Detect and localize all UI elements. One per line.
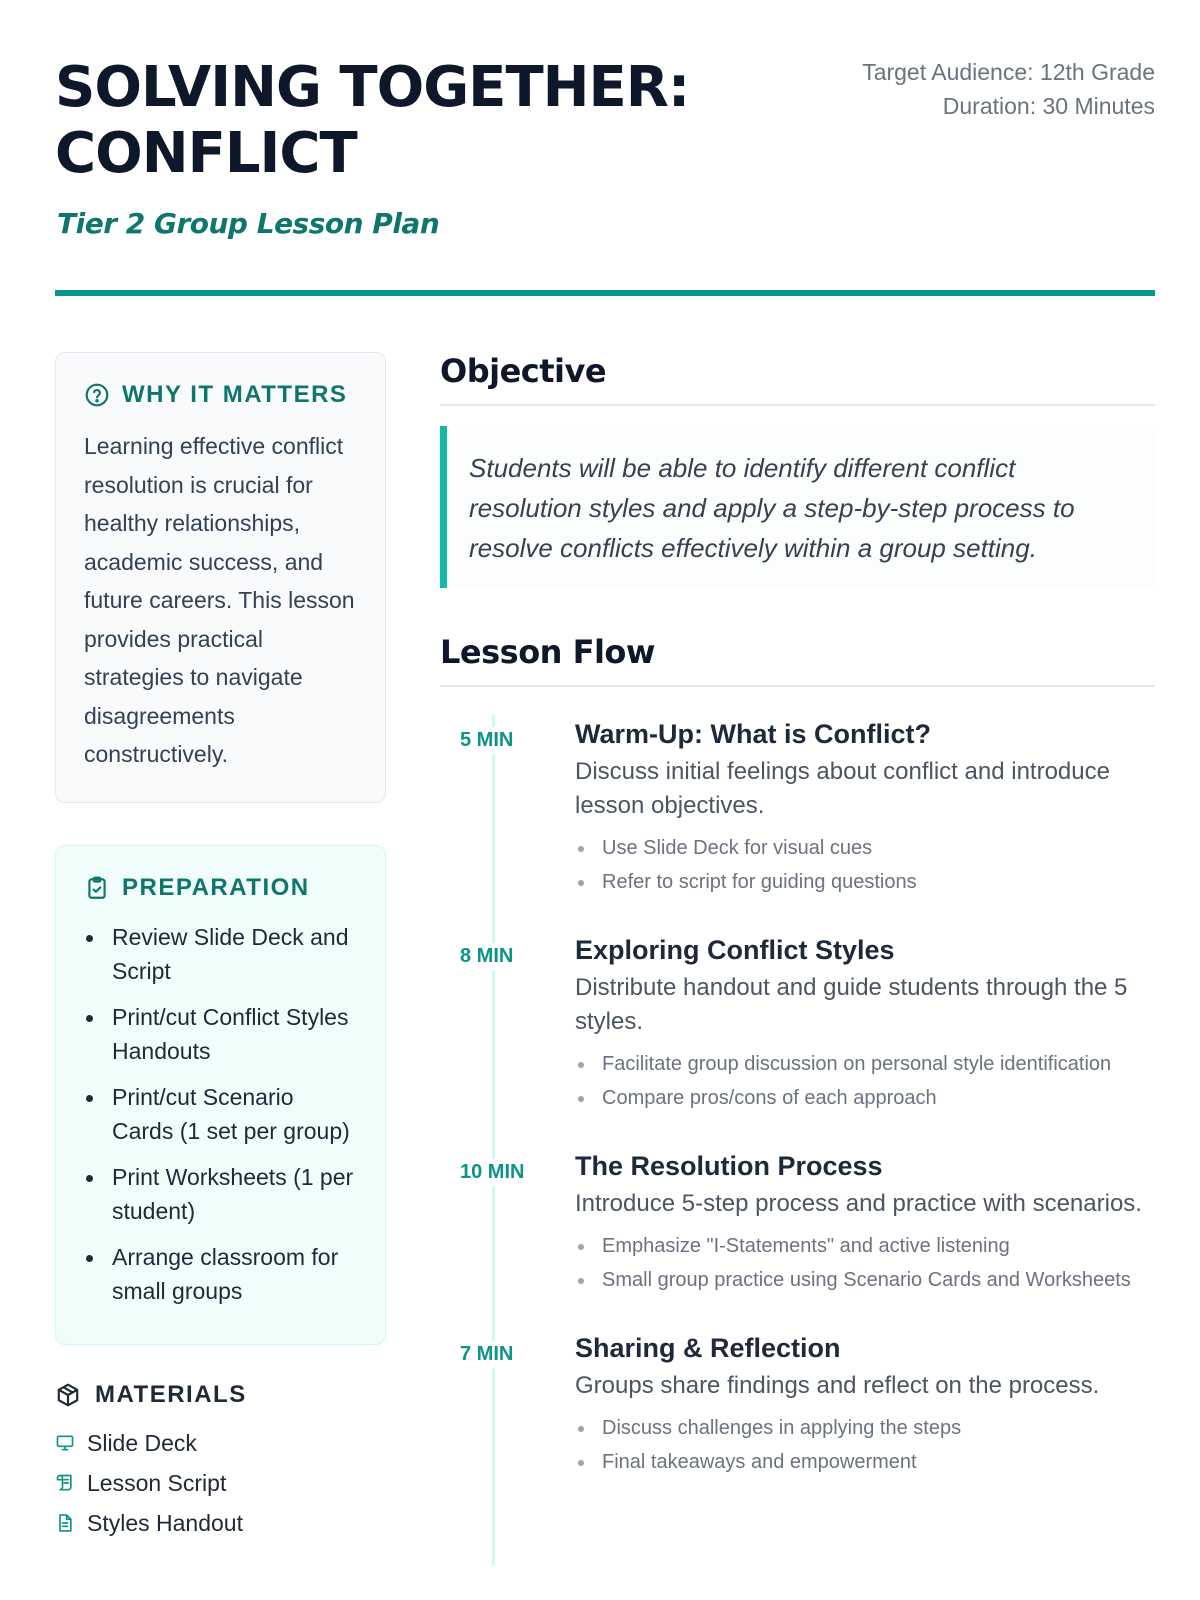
material-item: [55, 1423, 386, 1463]
material-label: Slide Deck: [87, 1429, 197, 1456]
step-duration: 5 MIN: [456, 727, 517, 754]
why-it-matters-title: WHY IT MATTERS: [122, 381, 348, 408]
objective-heading: Objective: [440, 352, 1155, 406]
step-title: Sharing & Reflection: [575, 1333, 841, 1363]
scroll-icon: [55, 1473, 75, 1493]
step-content: [575, 1329, 1155, 1483]
target-audience: Target Audience: 12th Grade: [862, 59, 1155, 85]
material-label: Lesson Script: [87, 1469, 227, 1496]
material-item: [55, 1463, 386, 1503]
step-bullet: Discuss challenges in applying the steps: [575, 1415, 1155, 1442]
page-title: SOLVING TOGETHER: CONFLICT: [55, 55, 690, 186]
materials-section: [55, 1381, 386, 1543]
materials-title: MATERIALS: [95, 1380, 247, 1408]
step-duration-wrap: [440, 715, 575, 903]
preparation-item: Print/cut Scenario Cards (1 set per group): [84, 1080, 361, 1148]
materials-header: [55, 1381, 386, 1409]
preparation-item: Arrange classroom for small groups: [84, 1240, 361, 1308]
main-content: [440, 352, 1155, 1511]
lesson-meta: [855, 55, 1155, 123]
timeline-step: [440, 1147, 1155, 1301]
step-bullet: Final takeaways and empowerment: [575, 1449, 1155, 1476]
page-subtitle: Tier 2 Group Lesson Plan: [57, 207, 440, 240]
step-duration-wrap: [440, 1329, 575, 1483]
why-it-matters-card: [55, 352, 386, 803]
sidebar: [55, 352, 386, 1543]
step-bullets: [575, 835, 1155, 896]
step-content: [575, 1147, 1155, 1301]
step-description: Introduce 5-step process and practice with scenarios.: [575, 1190, 1142, 1217]
document-icon: [55, 1513, 75, 1533]
lesson-timeline: [440, 715, 1155, 1483]
material-label: Styles Handout: [87, 1509, 243, 1536]
timeline-step: [440, 1329, 1155, 1483]
step-description: Groups share findings and reflect on the process.: [575, 1372, 1100, 1399]
preparation-item: Print/cut Conflict Styles Handouts: [84, 1000, 361, 1068]
step-description: Distribute handout and guide students through the 5 styles.: [575, 974, 1128, 1035]
lesson-flow-heading: Lesson Flow: [440, 633, 1155, 687]
clipboard-check-icon: [84, 875, 110, 901]
timeline-step: [440, 715, 1155, 903]
step-bullet: Emphasize "I-Statements" and active listening: [575, 1233, 1155, 1260]
preparation-list: [84, 920, 361, 1308]
preparation-header: [84, 874, 361, 902]
step-duration: 10 MIN: [456, 1159, 528, 1186]
monitor-icon: [55, 1433, 75, 1453]
step-description: Discuss initial feelings about conflict and introduce lesson objectives.: [575, 758, 1110, 819]
page-header: [55, 55, 1155, 295]
step-title: The Resolution Process: [575, 1151, 883, 1181]
step-title: Warm-Up: What is Conflict?: [575, 719, 931, 749]
step-bullets: [575, 1415, 1155, 1476]
step-duration: 7 MIN: [456, 1341, 517, 1368]
step-content: [575, 715, 1155, 903]
timeline-step: [440, 931, 1155, 1119]
why-it-matters-header: [84, 381, 358, 409]
step-title: Exploring Conflict Styles: [575, 935, 895, 965]
preparation-card: [55, 845, 386, 1345]
step-duration-wrap: [440, 1147, 575, 1301]
header-divider: [55, 290, 1155, 296]
step-bullet: Compare pros/cons of each approach: [575, 1085, 1155, 1112]
box-icon: [55, 1382, 81, 1408]
lesson-duration: Duration: 30 Minutes: [942, 93, 1155, 119]
preparation-title: PREPARATION: [122, 873, 310, 901]
question-circle-icon: [84, 382, 110, 408]
step-bullet: Use Slide Deck for visual cues: [575, 835, 1155, 862]
step-duration: 8 MIN: [456, 943, 517, 970]
step-bullet: Facilitate group discussion on personal style identification: [575, 1051, 1155, 1078]
step-content: [575, 931, 1155, 1119]
step-bullets: [575, 1051, 1155, 1112]
preparation-item: Review Slide Deck and Script: [84, 920, 361, 988]
step-bullets: [575, 1233, 1155, 1294]
step-bullet: Refer to script for guiding questions: [575, 869, 1155, 896]
material-item: [55, 1503, 386, 1543]
preparation-item: Print Worksheets (1 per student): [84, 1160, 361, 1228]
step-duration-wrap: [440, 931, 575, 1119]
why-it-matters-text: Learning effective conflict resolution is crucial for healthy relationships, academic success, and future careers. This lesson provides practical strategies to navigate disagreements constructively.: [84, 433, 355, 767]
step-bullet: Small group practice using Scenario Cards and Worksheets: [575, 1267, 1155, 1294]
objective-text: Students will be able to identify different conflict resolution styles and apply a step-by-step process to resolve conflicts effectively within a group setting.: [440, 426, 1155, 588]
